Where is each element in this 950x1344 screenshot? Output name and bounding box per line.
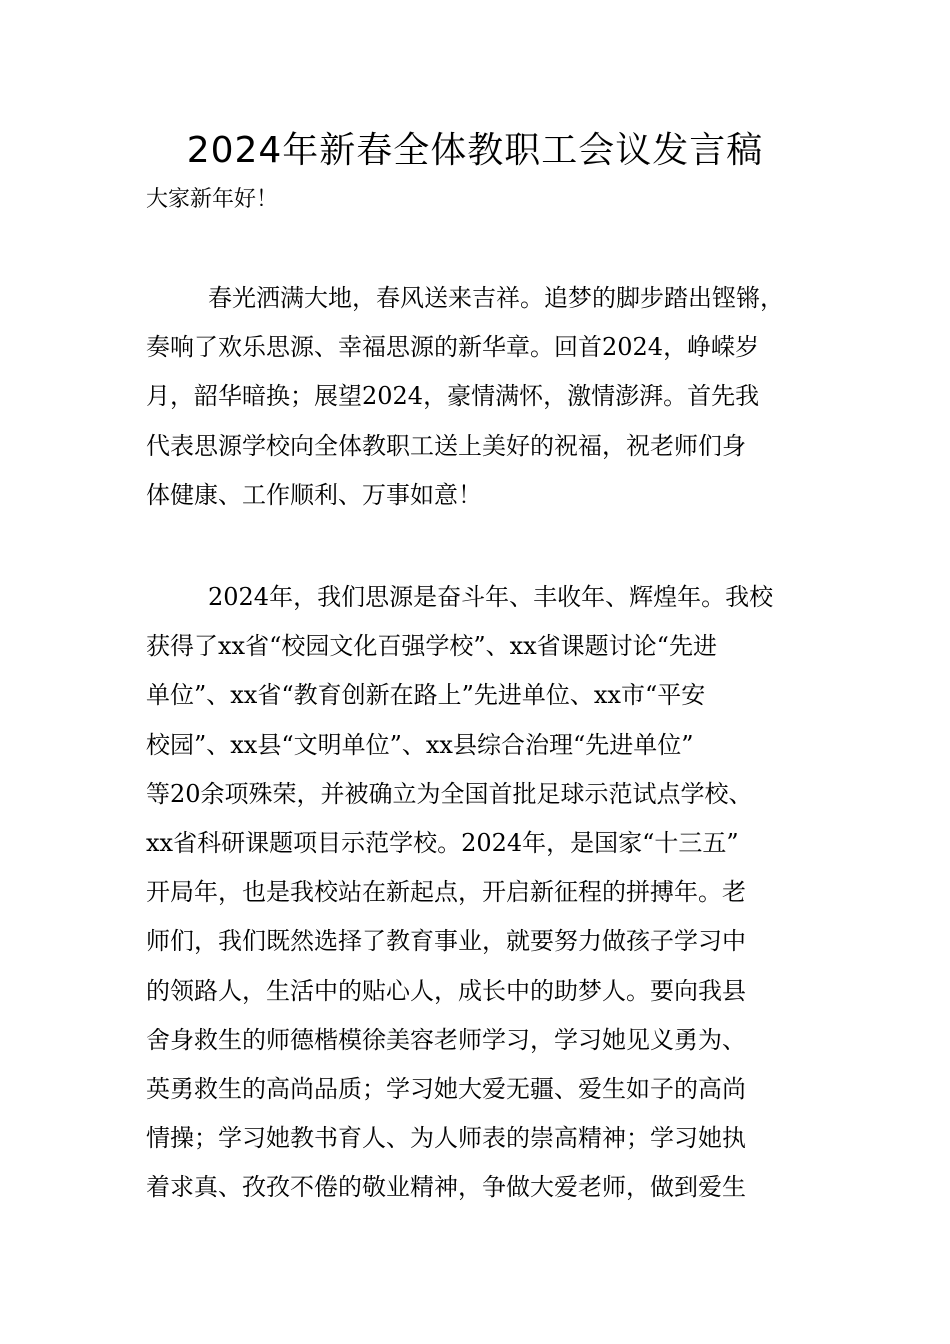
paragraph-line: 师们，我们既然选择了教育事业，就要努力做孩子学习中 <box>146 927 746 956</box>
greeting-line: 大家新年好！ <box>146 187 279 212</box>
paragraph-line: 校园”、xx县“文明单位”、xx县综合治理“先进单位” <box>146 730 694 759</box>
paragraph-line: 体健康、工作顺利、万事如意！ <box>146 480 482 509</box>
paragraph-line: 情操；学习她教书育人、为人师表的崇高精神；学习她执 <box>146 1124 746 1153</box>
document-title: 2024年新春全体教职工会议发言稿 <box>186 130 764 171</box>
paragraph-line: 开局年，也是我校站在新起点，开启新征程的拼搏年。老 <box>146 878 746 907</box>
paragraph-line: 春光洒满大地，春风送来吉祥。追梦的脚步踏出铿锵， <box>208 284 784 312</box>
paragraph-line: xx省科研课题项目示范学校。2024年，是国家“十三五” <box>146 829 739 858</box>
paragraph-1 <box>146 274 836 520</box>
paragraph-line: 奏响了欢乐思源、幸福思源的新华章。回首2024，峥嵘岁 <box>146 333 760 362</box>
paragraph-line: 代表思源学校向全体教职工送上美好的祝福，祝老师们身 <box>146 431 746 460</box>
paragraph-line: 舍身救生的师德楷模徐美容老师学习，学习她见义勇为、 <box>146 1025 746 1054</box>
paragraph-line: 月，韶华暗换；展望2024，豪情满怀，激情澎湃。首先我 <box>146 382 760 411</box>
paragraph-line: 着求真、孜孜不倦的敬业精神，争做大爱老师，做到爱生 <box>146 1173 746 1202</box>
paragraph-line: 获得了xx省“校园文化百强学校”、xx省课题讨论“先进 <box>146 632 717 661</box>
paragraph-line: 的领路人，生活中的贴心人，成长中的助梦人。要向我县 <box>146 976 746 1005</box>
paragraph-line: 英勇救生的高尚品质；学习她大爱无疆、爱生如子的高尚 <box>146 1075 746 1104</box>
paragraph-line: 等20余项殊荣，并被确立为全国首批足球示范试点学校、 <box>146 779 753 808</box>
paragraph-line: 单位”、xx省“教育创新在路上”先进单位、xx市“平安 <box>146 681 706 710</box>
paragraph-2 <box>146 573 836 1213</box>
paragraph-line: 2024年，我们思源是奋斗年、丰收年、辉煌年。我校 <box>208 583 774 611</box>
